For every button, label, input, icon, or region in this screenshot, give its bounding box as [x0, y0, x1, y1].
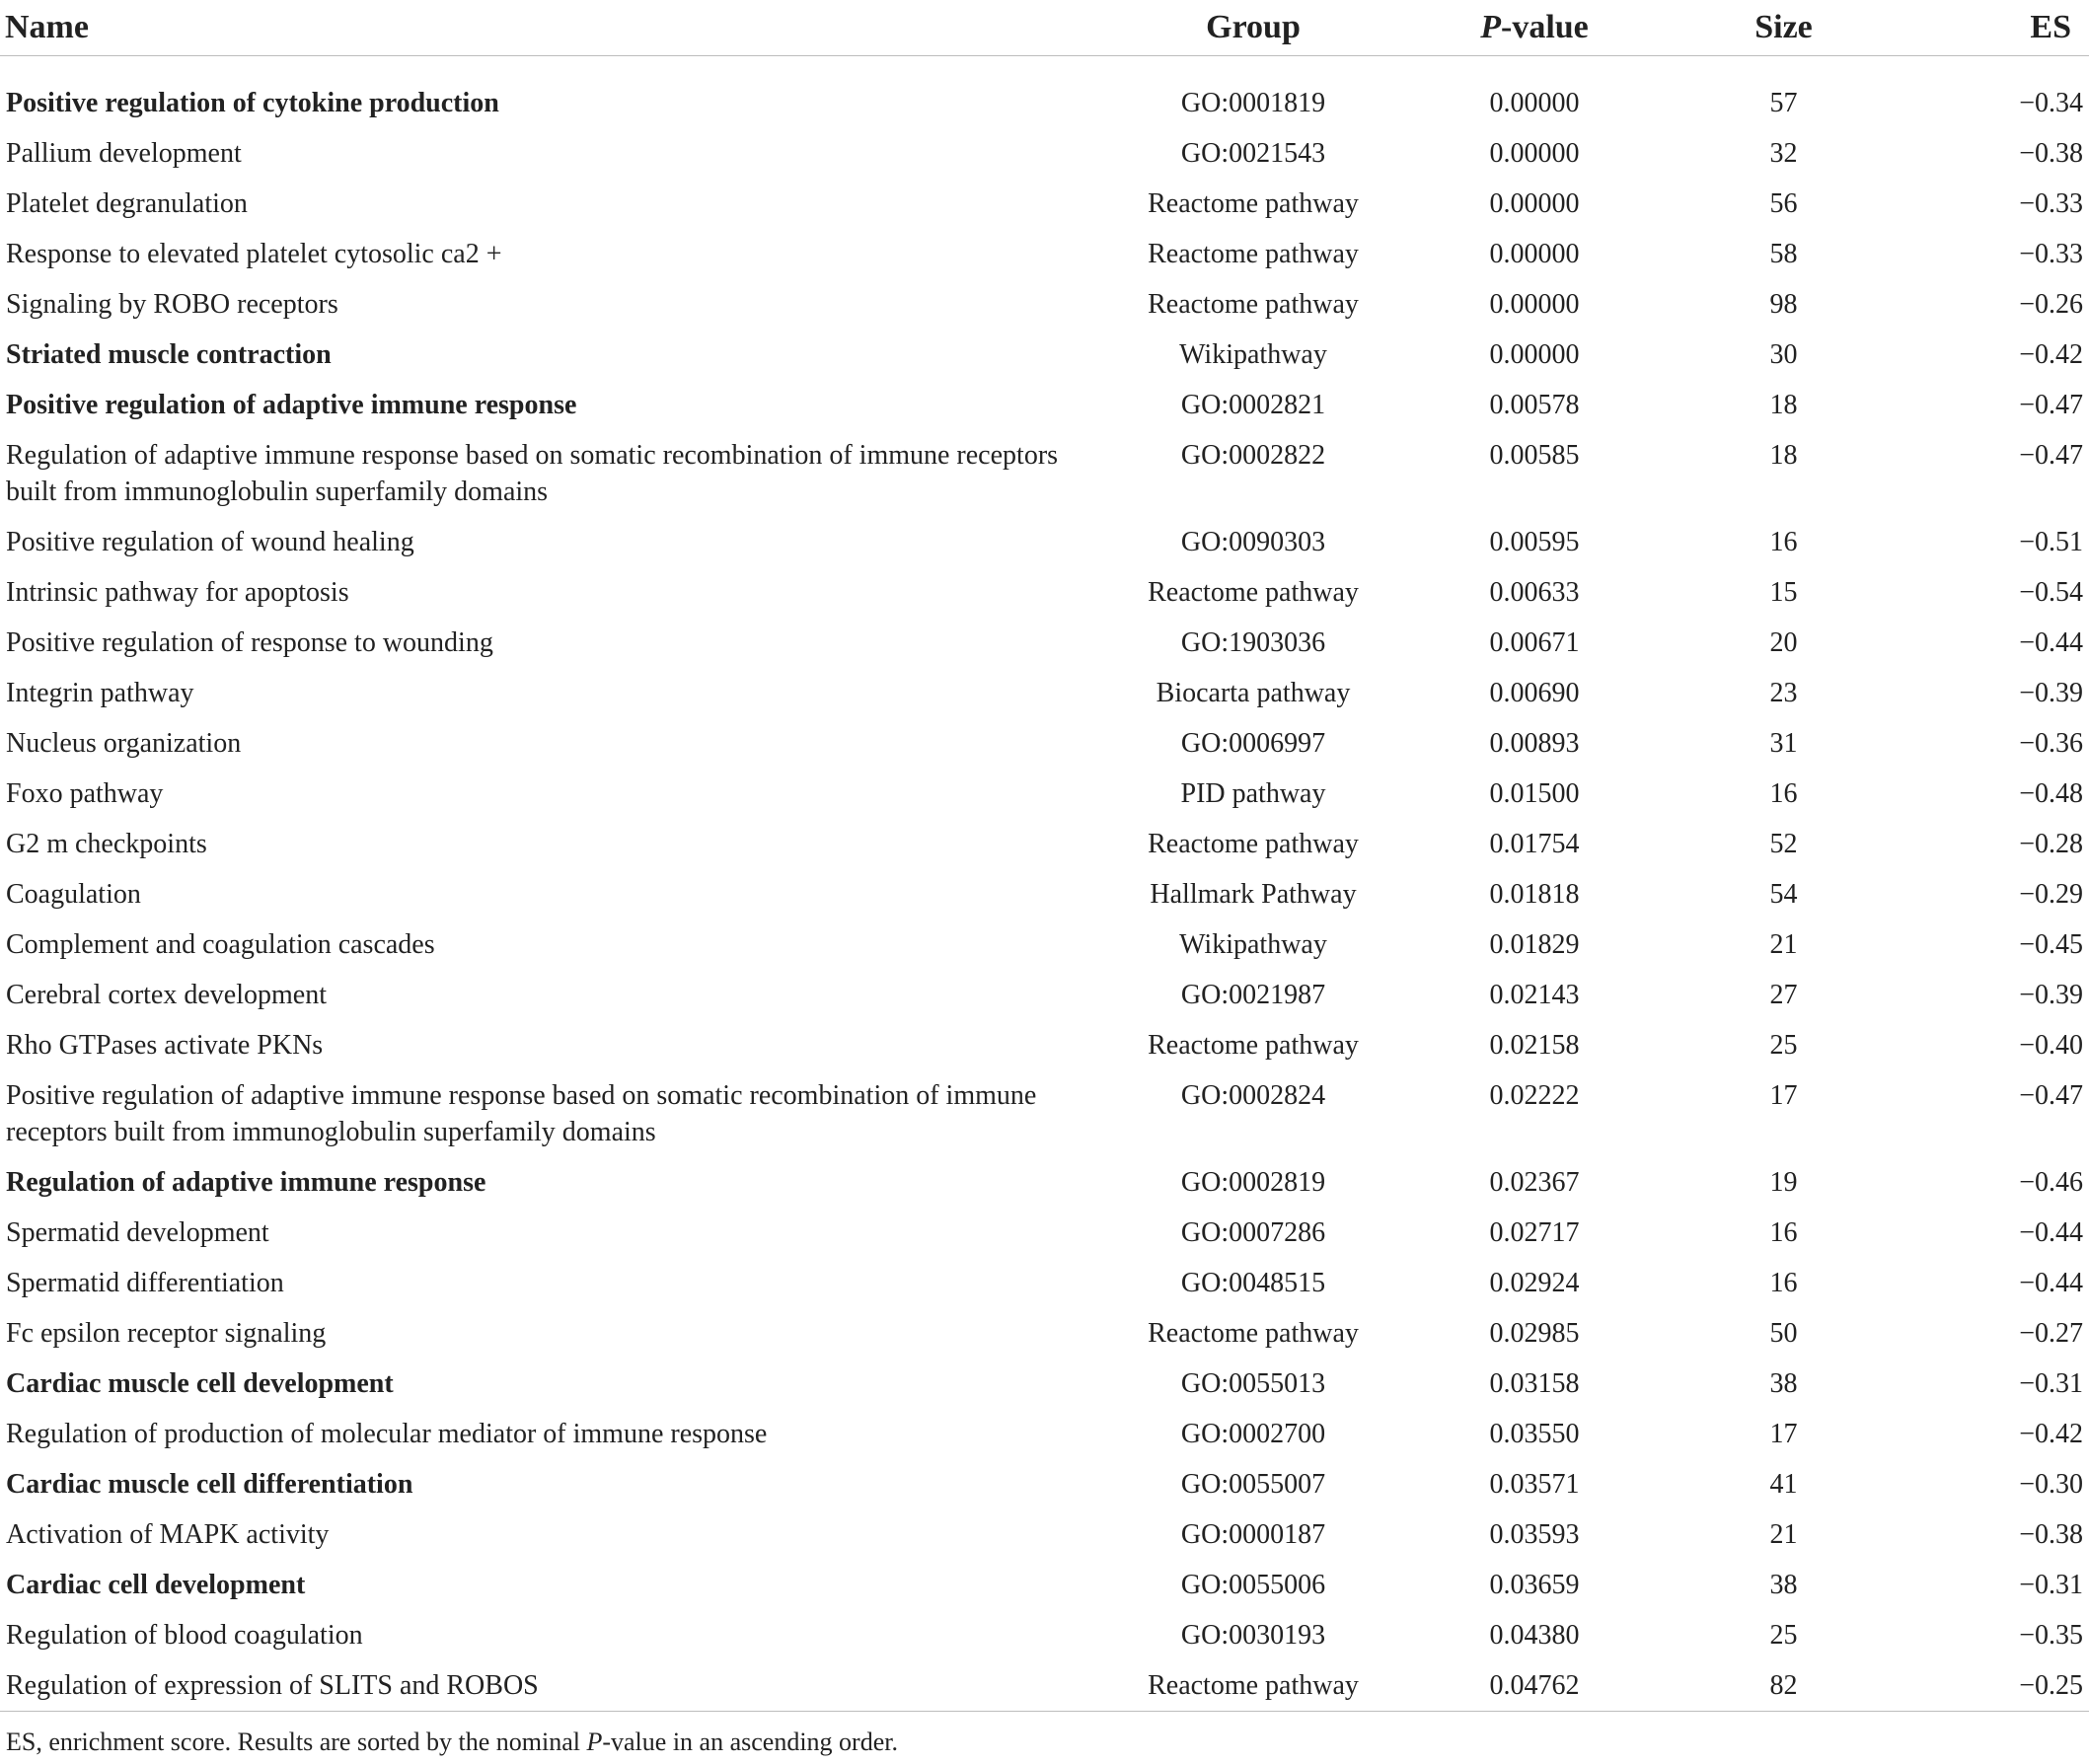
row-es: −0.28: [2019, 829, 2083, 859]
row-es: −0.44: [2019, 1268, 2083, 1298]
table-row: [0, 1308, 2089, 1359]
row-es: −0.47: [2019, 1080, 2083, 1111]
row-size: 18: [1769, 390, 1798, 420]
row-p-value: 0.02143: [1489, 980, 1580, 1010]
row-size: 32: [1769, 138, 1798, 169]
table-row: [0, 1070, 2089, 1157]
row-size: 21: [1769, 929, 1798, 960]
row-size: 31: [1769, 728, 1798, 759]
table-row: [0, 1020, 2089, 1070]
row-es: −0.48: [2019, 778, 2083, 809]
row-group: GO:0021543: [1180, 138, 1326, 169]
row-name: Signaling by ROBO receptors: [6, 289, 338, 320]
row-size: 56: [1769, 188, 1798, 219]
row-group: Reactome pathway: [1148, 1318, 1359, 1349]
row-size: 17: [1769, 1080, 1798, 1111]
row-size: 15: [1769, 577, 1798, 608]
row-size: 58: [1769, 239, 1798, 269]
row-p-value: 0.03571: [1489, 1469, 1580, 1500]
row-es: −0.47: [2019, 390, 2083, 420]
row-group: GO:0007286: [1180, 1217, 1326, 1248]
row-group: Reactome pathway: [1148, 577, 1359, 608]
row-p-value: 0.00000: [1489, 339, 1580, 370]
row-es: −0.30: [2019, 1469, 2083, 1500]
row-name: Positive regulation of wound healing: [6, 527, 414, 557]
row-p-value: 0.03659: [1489, 1570, 1580, 1600]
row-p-value: 0.00000: [1489, 289, 1580, 320]
row-p-value: 0.03593: [1489, 1519, 1580, 1550]
row-es: −0.35: [2019, 1620, 2083, 1651]
row-es: −0.44: [2019, 627, 2083, 658]
row-p-value: 0.00633: [1489, 577, 1580, 608]
footnote-italic-p: P: [586, 1727, 603, 1756]
row-name: Cardiac cell development: [6, 1570, 306, 1600]
row-name: Spermatid differentiation: [6, 1268, 284, 1298]
row-size: 25: [1769, 1620, 1798, 1651]
row-group: GO:0090303: [1180, 527, 1326, 557]
row-es: −0.33: [2019, 188, 2083, 219]
row-es: −0.44: [2019, 1217, 2083, 1248]
table-header: [0, 0, 2089, 56]
row-size: 52: [1769, 829, 1798, 859]
row-es: −0.47: [2019, 440, 2083, 471]
row-p-value: 0.00000: [1489, 239, 1580, 269]
table-row: [0, 567, 2089, 618]
row-size: 54: [1769, 879, 1798, 910]
row-group: GO:0002822: [1180, 440, 1326, 471]
table-row: [0, 128, 2089, 179]
row-size: 17: [1769, 1419, 1798, 1449]
row-es: −0.46: [2019, 1167, 2083, 1198]
row-es: −0.42: [2019, 339, 2083, 370]
row-group: GO:0048515: [1180, 1268, 1326, 1298]
row-name: Positive regulation of response to wounding: [6, 627, 493, 658]
row-p-value: 0.04762: [1489, 1670, 1580, 1701]
row-name: Positive regulation of adaptive immune response: [6, 390, 577, 420]
row-group: GO:0021987: [1180, 980, 1326, 1010]
row-p-value: 0.01818: [1489, 879, 1580, 910]
row-name: Positive regulation of cytokine production: [6, 88, 499, 118]
row-es: −0.34: [2019, 88, 2083, 118]
row-es: −0.31: [2019, 1570, 2083, 1600]
row-p-value: 0.00893: [1489, 728, 1580, 759]
row-size: 27: [1769, 980, 1798, 1010]
row-p-value: 0.00671: [1489, 627, 1580, 658]
row-name: Nucleus organization: [6, 728, 242, 759]
row-group: GO:0055006: [1180, 1570, 1326, 1600]
row-es: −0.29: [2019, 879, 2083, 910]
row-group: Reactome pathway: [1148, 239, 1359, 269]
row-size: 25: [1769, 1030, 1798, 1061]
row-name: Platelet degranulation: [6, 188, 248, 219]
table-row: [0, 330, 2089, 380]
table-row: [0, 179, 2089, 229]
table-footnote: [6, 1727, 898, 1758]
table-row: [0, 869, 2089, 919]
row-es: −0.31: [2019, 1368, 2083, 1399]
header-p-value: [1381, 0, 1687, 56]
table-row: [0, 229, 2089, 279]
row-group: Hallmark Pathway: [1150, 879, 1357, 910]
row-es: −0.39: [2019, 678, 2083, 708]
row-size: 21: [1769, 1519, 1798, 1550]
row-p-value: 0.03550: [1489, 1419, 1580, 1449]
row-name: Response to elevated platelet cytosolic ca2 +: [6, 239, 502, 269]
row-size: 16: [1769, 1217, 1798, 1248]
row-name: Spermatid development: [6, 1217, 269, 1248]
row-p-value: 0.02924: [1489, 1268, 1580, 1298]
table-row: [0, 1509, 2089, 1560]
table-row: [0, 1258, 2089, 1308]
row-size: 41: [1769, 1469, 1798, 1500]
row-name: Complement and coagulation cascades: [6, 929, 435, 960]
row-group: Wikipathway: [1179, 339, 1327, 370]
table-row: [0, 279, 2089, 330]
row-size: 16: [1769, 527, 1798, 557]
row-p-value: 0.00000: [1489, 138, 1580, 169]
row-size: 20: [1769, 627, 1798, 658]
header-p-italic: P: [1480, 9, 1501, 45]
row-group: GO:1903036: [1180, 627, 1326, 658]
row-p-value: 0.00595: [1489, 527, 1580, 557]
row-p-value: 0.02367: [1489, 1167, 1580, 1198]
row-size: 38: [1769, 1368, 1798, 1399]
row-name: G2 m checkpoints: [6, 829, 207, 859]
row-es: −0.45: [2019, 929, 2083, 960]
row-group: GO:0002821: [1180, 390, 1326, 420]
row-size: 38: [1769, 1570, 1798, 1600]
row-group: GO:0055007: [1180, 1469, 1326, 1500]
header-size: Size: [1687, 0, 1880, 56]
footnote-text-before: ES, enrichment score. Results are sorted by the nominal: [6, 1727, 587, 1756]
row-group: Reactome pathway: [1148, 829, 1359, 859]
table-row: [0, 668, 2089, 718]
row-name: Intrinsic pathway for apoptosis: [6, 577, 349, 608]
row-group: GO:0002819: [1180, 1167, 1326, 1198]
row-es: −0.39: [2019, 980, 2083, 1010]
row-name: Striated muscle contraction: [6, 339, 332, 370]
row-name: Foxo pathway: [6, 778, 164, 809]
row-group: Reactome pathway: [1148, 188, 1359, 219]
row-name: Positive regulation of adaptive immune response based on somatic recombination of immune receptors built from immunoglobulin superfamily domains: [6, 1080, 1037, 1147]
table-row: [0, 1610, 2089, 1660]
header-row: [0, 0, 2089, 56]
row-group: Reactome pathway: [1148, 1670, 1359, 1701]
row-group: Wikipathway: [1179, 929, 1327, 960]
row-p-value: 0.00000: [1489, 188, 1580, 219]
header-group: Group: [1125, 0, 1381, 56]
table-row: [0, 618, 2089, 668]
table-row: [0, 430, 2089, 517]
row-p-value: 0.02158: [1489, 1030, 1580, 1061]
row-name: Fc epsilon receptor signaling: [6, 1318, 327, 1349]
row-es: −0.27: [2019, 1318, 2083, 1349]
row-name: Regulation of blood coagulation: [6, 1620, 363, 1651]
row-group: GO:0030193: [1180, 1620, 1326, 1651]
row-size: 82: [1769, 1670, 1798, 1701]
row-group: GO:0001819: [1180, 88, 1326, 118]
row-name: Integrin pathway: [6, 678, 194, 708]
row-name: Cardiac muscle cell differentiation: [6, 1469, 413, 1500]
row-name: Regulation of expression of SLITS and ROBOS: [6, 1670, 539, 1701]
row-p-value: 0.04380: [1489, 1620, 1580, 1651]
row-es: −0.38: [2019, 1519, 2083, 1550]
row-es: −0.40: [2019, 1030, 2083, 1061]
table-row: [0, 970, 2089, 1020]
row-es: −0.51: [2019, 527, 2083, 557]
table-row: [0, 1157, 2089, 1208]
table-row: [0, 380, 2089, 430]
row-group: Biocarta pathway: [1156, 678, 1351, 708]
row-p-value: 0.00585: [1489, 440, 1580, 471]
row-name: Cardiac muscle cell development: [6, 1368, 394, 1399]
table-row: [0, 769, 2089, 819]
row-es: −0.38: [2019, 138, 2083, 169]
table-row: [0, 1359, 2089, 1409]
row-p-value: 0.01754: [1489, 829, 1580, 859]
row-p-value: 0.03158: [1489, 1368, 1580, 1399]
table-row: [0, 819, 2089, 869]
row-group: Reactome pathway: [1148, 289, 1359, 320]
row-group: GO:0055013: [1180, 1368, 1326, 1399]
table-row: [0, 1560, 2089, 1610]
row-name: Coagulation: [6, 879, 141, 910]
row-p-value: 0.00690: [1489, 678, 1580, 708]
row-group: GO:0006997: [1180, 728, 1326, 759]
row-name: Activation of MAPK activity: [6, 1519, 330, 1550]
header-p-rest: -value: [1501, 9, 1589, 45]
row-p-value: 0.01829: [1489, 929, 1580, 960]
row-es: −0.26: [2019, 289, 2083, 320]
row-p-value: 0.02985: [1489, 1318, 1580, 1349]
row-group: GO:0002700: [1180, 1419, 1326, 1449]
table-row: [0, 1409, 2089, 1459]
table-row: [0, 517, 2089, 567]
table-row: [0, 56, 2089, 129]
table-row: [0, 919, 2089, 970]
row-size: 57: [1769, 88, 1798, 118]
row-size: 98: [1769, 289, 1798, 320]
row-name: Regulation of production of molecular mediator of immune response: [6, 1419, 768, 1449]
row-size: 30: [1769, 339, 1798, 370]
row-es: −0.42: [2019, 1419, 2083, 1449]
row-group: GO:0000187: [1180, 1519, 1326, 1550]
row-es: −0.33: [2019, 239, 2083, 269]
row-size: 19: [1769, 1167, 1798, 1198]
row-name: Regulation of adaptive immune response: [6, 1167, 486, 1198]
row-group: PID pathway: [1180, 778, 1326, 809]
row-es: −0.25: [2019, 1670, 2083, 1701]
row-size: 23: [1769, 678, 1798, 708]
row-p-value: 0.01500: [1489, 778, 1580, 809]
row-group: GO:0002824: [1180, 1080, 1326, 1111]
row-size: 16: [1769, 1268, 1798, 1298]
row-name: Pallium development: [6, 138, 242, 169]
table-row: [0, 718, 2089, 769]
header-name: Name: [0, 0, 1125, 56]
row-size: 18: [1769, 440, 1798, 471]
footnote-text-after: -value in an ascending order.: [602, 1727, 898, 1756]
header-es: ES: [1880, 0, 2089, 56]
table-row: [0, 1208, 2089, 1258]
table-row: [0, 1459, 2089, 1509]
row-name: Regulation of adaptive immune response based on somatic recombination of immune receptors built from immunoglobulin superfamily domains: [6, 440, 1059, 507]
row-name: Rho GTPases activate PKNs: [6, 1030, 324, 1061]
row-p-value: 0.00578: [1489, 390, 1580, 420]
row-es: −0.36: [2019, 728, 2083, 759]
row-size: 16: [1769, 778, 1798, 809]
table-bottom-rule: [0, 1711, 2089, 1712]
row-p-value: 0.02717: [1489, 1217, 1580, 1248]
row-name: Cerebral cortex development: [6, 980, 327, 1010]
row-es: −0.54: [2019, 577, 2083, 608]
row-p-value: 0.02222: [1489, 1080, 1580, 1111]
row-size: 50: [1769, 1318, 1798, 1349]
row-group: Reactome pathway: [1148, 1030, 1359, 1061]
row-p-value: 0.00000: [1489, 88, 1580, 118]
table-body: [0, 56, 2089, 1720]
